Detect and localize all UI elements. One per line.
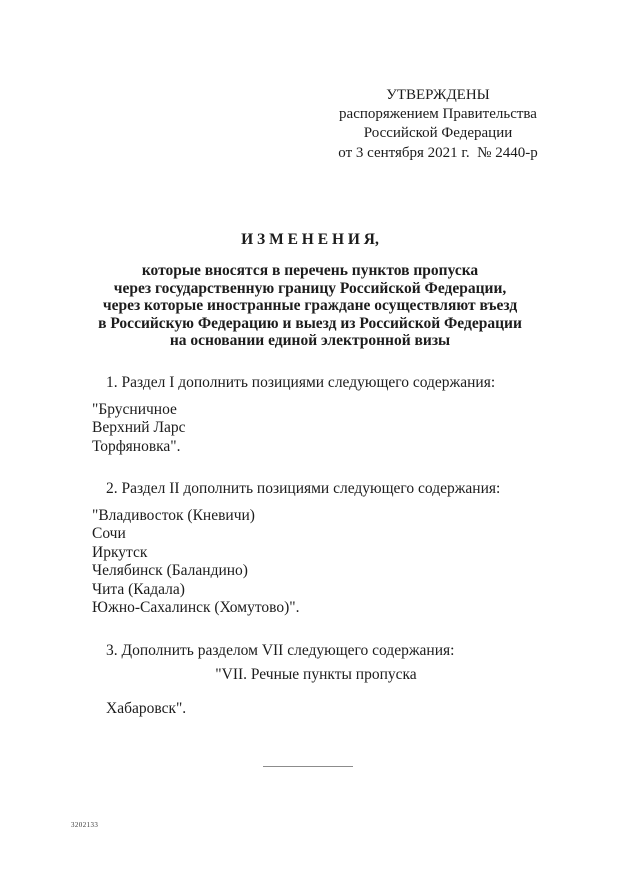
list-item: Челябинск (Баландино) (92, 562, 248, 579)
list-item: Хабаровск". (106, 699, 187, 717)
subtitle-line: в Российскую Федерацию и выезд из Российской Федерации (98, 314, 522, 332)
signature-divider (263, 766, 353, 767)
list-item: "Брусничное (92, 400, 177, 418)
section-7-subheading: "VII. Речные пункты пропуска (215, 666, 417, 683)
document-title: И З М Е Н Е Н И Я, (241, 231, 379, 248)
approval-authority-2: Российской Федерации (363, 125, 513, 142)
list-item: Чита (Кадала) (92, 580, 185, 598)
section-1-paragraph: 1. Раздел I дополнить позициями следующего содержания: (106, 374, 496, 391)
approval-stamp (338, 86, 538, 163)
list-item: Южно-Сахалинск (Хомутово)". (92, 599, 300, 616)
print-code: 3202133 (71, 821, 99, 829)
list-item: Сочи (92, 525, 126, 542)
section-2 (92, 480, 540, 618)
list-item: Иркутск (92, 543, 148, 561)
document-title-block (40, 231, 580, 350)
section-2-list (92, 507, 540, 618)
subtitle-line: через государственную границу Российской Федерации, (113, 279, 507, 297)
section-1 (92, 374, 540, 456)
subtitle-line: через которые иностранные граждане осуществляют въезд (102, 297, 518, 315)
subtitle-line: которые вносятся в перечень пунктов пропуска (141, 262, 479, 279)
section-2-paragraph: 2. Раздел II дополнить позициями следующего содержания: (106, 480, 501, 497)
document-body (92, 374, 540, 718)
list-item: "Владивосток (Кневичи) (92, 506, 255, 524)
approval-date-number: от 3 сентября 2021 г. № 2440-р (338, 144, 538, 161)
subtitle-line: на основании единой электронной визы (169, 332, 451, 350)
approval-status: УТВЕРЖДЕНЫ (386, 87, 490, 103)
document-subtitle (40, 262, 580, 350)
list-item: Верхний Ларс (92, 419, 186, 436)
approval-authority: распоряжением Правительства (339, 106, 537, 123)
section-3 (92, 642, 540, 719)
section-3-paragraph: 3. Дополнить разделом VII следующего содержания: (106, 641, 455, 659)
list-item: Торфяновка". (92, 437, 181, 455)
section-1-list (92, 401, 540, 457)
